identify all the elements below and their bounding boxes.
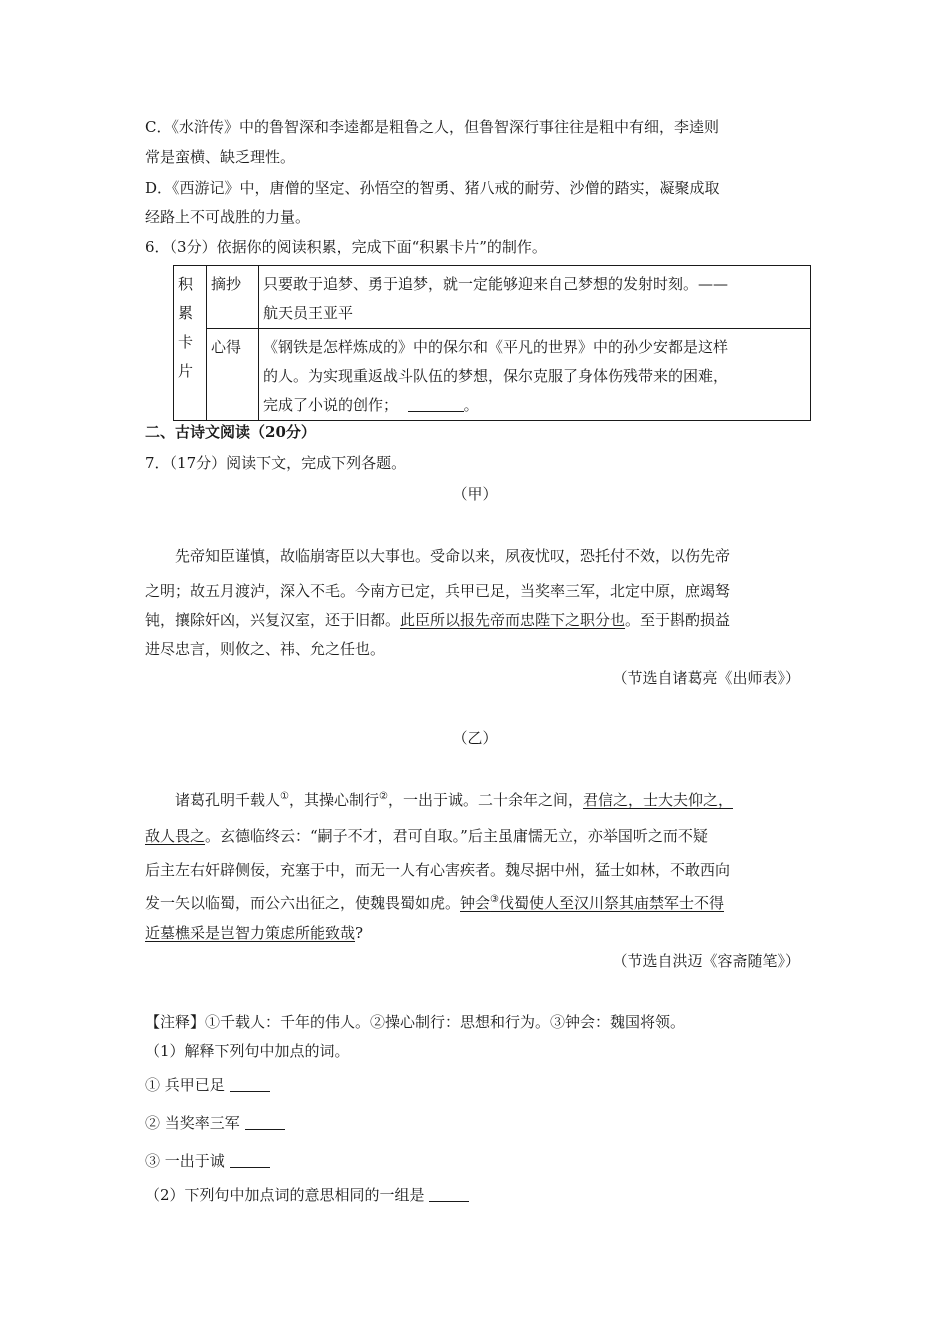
passage-a-line3	[145, 610, 730, 630]
sub-question-2-blank[interactable]	[429, 1187, 469, 1202]
option-d-line2: 经路上不可战胜的力量。	[145, 208, 311, 226]
passage-b-line5	[145, 923, 363, 943]
note-ref-1: ①	[280, 791, 289, 802]
passage-a-underlined-sentence: 此臣所以报先帝而忠陛下之职分也	[400, 611, 626, 629]
excerpt-label: 摘抄	[207, 266, 259, 329]
passage-b-line2	[145, 826, 708, 846]
passage-b-line1-b: ，其操心制行	[288, 791, 379, 809]
passage-b-line2-b: 。玄德临终云：“嗣子不才，君可自取。”后主虽庸懦无立，亦举国听之而不疑	[205, 827, 708, 845]
sub-item-2-text: ② 当奖率三军	[145, 1114, 240, 1132]
note-ref-3: ③	[490, 894, 499, 905]
passage-a-line1: 先帝知臣谨慎，故临崩寄臣以大事也。受命以来，夙夜忧叹，恐托付不效，以伤先帝	[175, 547, 731, 565]
passage-a-line2: 之明；故五月渡泸，深入不毛。今南方已定，兵甲已足，当奖率三军，北定中原，庶竭驽	[145, 582, 731, 600]
reflection-cell	[259, 329, 811, 421]
passage-b-line4-a: 发一矢以临蜀，而公六出征之，使魏畏蜀如虎。	[145, 894, 461, 912]
option-d-line1: D．《西游记》中，唐僧的坚定、孙悟空的智勇、猪八戒的耐劳、沙僧的踏实，凝聚成取	[145, 179, 720, 197]
answer-blank[interactable]	[408, 397, 464, 412]
passage-a-heading: （甲）	[452, 485, 498, 503]
reflection-line3	[263, 391, 806, 420]
excerpt-line1: 只要敢于追梦、勇于追梦，就一定能够迎来自己梦想的发射时刻。——	[263, 275, 729, 293]
option-c-line2: 常是蛮横、缺乏理性。	[145, 148, 296, 166]
question-6-stem: 6．（3分）依据你的阅读积累，完成下面“积累卡片”的制作。	[145, 238, 547, 256]
passage-b-underlined-4: 近墓樵采是岂智力策虑所能致哉	[145, 924, 356, 942]
passage-b-underlined-2: 敌人畏之	[145, 827, 206, 845]
sub-item-3	[145, 1151, 270, 1171]
passage-b-heading: （乙）	[452, 729, 498, 747]
sub-item-2	[145, 1113, 285, 1133]
excerpt-cell	[259, 266, 811, 329]
reflection-line3-text: 完成了小说的创作；	[263, 396, 399, 414]
passage-a-line3-end: 。至于斟酌损益	[625, 611, 731, 629]
passage-b-line3: 后主左右奸辟侧佞，充塞于中，而无一人有心害疾者。魏尽据中州，猛士如林，不敢西向	[145, 861, 731, 879]
passage-b-underlined-1: 君信之，士大夫仰之，	[582, 791, 733, 809]
reflection-label: 心得	[207, 329, 259, 421]
passage-b-source: （节选自洪迈《容斋随笔》）	[612, 952, 800, 970]
passage-b-underlined-3	[460, 894, 724, 912]
passage-a-line3-start: 钝，攘除奸凶，兴复汉室，还于旧都。	[145, 611, 401, 629]
passage-b-line4	[145, 893, 724, 913]
sub-item-1-text: ① 兵甲已足	[145, 1076, 225, 1094]
card-label: 积累卡片	[178, 275, 194, 380]
sub-item-3-blank[interactable]	[230, 1153, 270, 1168]
question-7-stem: 7．（17分）阅读下文，完成下列各题。	[145, 454, 407, 472]
sub-item-2-blank[interactable]	[245, 1115, 285, 1130]
card-label-cell	[174, 266, 207, 421]
passage-b-underlined-3a: 钟会	[460, 894, 491, 912]
sub-question-2	[145, 1185, 469, 1205]
sub-question-1: （1）解释下列句中加点的词。	[145, 1042, 350, 1060]
section-2-title: 二、古诗文阅读（20分）	[145, 423, 316, 441]
note-ref-2: ②	[379, 791, 388, 802]
passage-b-line1-c: ，一出于诚。二十余年之间，	[387, 791, 583, 809]
sub-item-1-blank[interactable]	[230, 1077, 270, 1092]
passage-b-underlined-3b: 伐蜀使人至汉川祭其庙禁军士不得	[499, 894, 725, 912]
passage-a-source: （节选自诸葛亮《出师表》）	[612, 669, 800, 687]
excerpt-line2: 航天员王亚平	[263, 304, 354, 322]
reflection-line1: 《钢铁是怎样炼成的》中的保尔和《平凡的世界》中的孙少安都是这样	[263, 338, 729, 356]
passage-b-line1-a: 诸葛孔明千载人	[175, 791, 281, 809]
sub-item-3-text: ③ 一出于诚	[145, 1152, 225, 1170]
sub-item-1	[145, 1075, 270, 1095]
passage-b-line5-end: ?	[355, 924, 364, 942]
reflection-line2: 的人。为实现重返战斗队伍的梦想，保尔克服了身体伤残带来的困难，	[263, 367, 729, 385]
notes: 【注释】①千载人：千年的伟人。②操心制行：思想和行为。③钟会：魏国将领。	[145, 1013, 686, 1031]
option-c-line1: C．《水浒传》中的鲁智深和李逵都是粗鲁之人，但鲁智深行事往往是粗中有细，李逵则	[145, 118, 719, 136]
reflection-end: 。	[463, 396, 479, 414]
accumulation-card-table	[173, 265, 811, 421]
passage-b-line1	[175, 790, 733, 810]
sub-question-2-text: （2）下列句中加点词的意思相同的一组是	[145, 1186, 425, 1204]
passage-a-line4: 进尽忠言，则攸之、祎、允之任也。	[145, 640, 386, 658]
